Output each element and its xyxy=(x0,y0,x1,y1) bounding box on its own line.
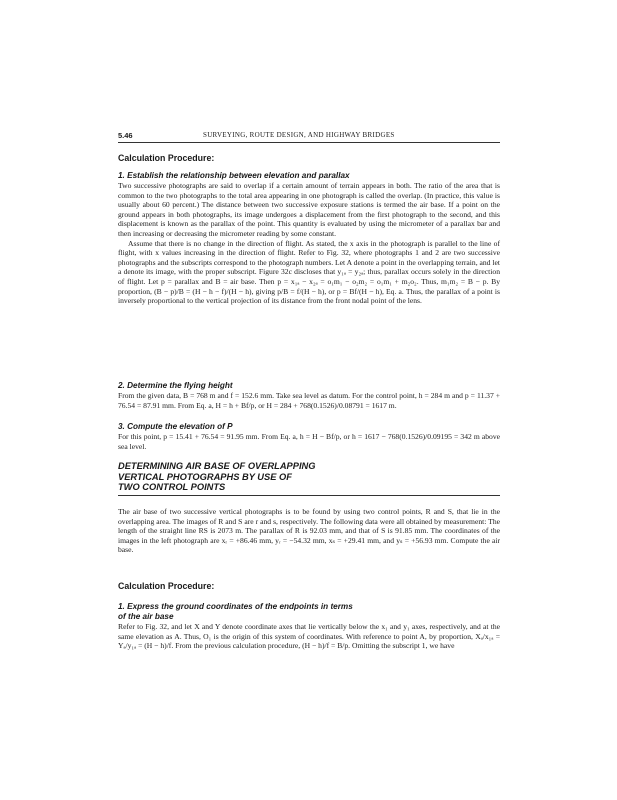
calc-heading-2: Calculation Procedure: xyxy=(118,581,215,591)
page-number: 5.46 xyxy=(118,131,133,140)
header-rule xyxy=(118,142,500,143)
section-title: DETERMINING AIR BASE OF OVERLAPPING VERTICAL PHOTOGRAPHS BY USE OF TWO CONTROL POINTS xyxy=(118,461,316,493)
step-2-title: 2. Determine the flying height xyxy=(118,381,233,390)
step-1b-title-line-1: 1. Express the ground coordinates of the endpoints in terms xyxy=(118,602,353,611)
running-title: SURVEYING, ROUTE DESIGN, AND HIGHWAY BRIDGES xyxy=(203,131,395,139)
step-1-title: 1. Establish the relationship between elevation and parallax xyxy=(118,171,350,180)
step-3-block xyxy=(118,422,500,451)
step-1-block xyxy=(118,171,500,306)
title-rule xyxy=(118,495,500,496)
step-3-para: For this point, p = 15.41 + 76.54 = 91.95 mm. From Eq. a, h = H − Bf/p, or h = 1617 − 768(0.1526)/0.09195 = 342 m above sea level. xyxy=(118,432,500,451)
step-1b-block xyxy=(118,602,500,651)
problem-statement: The air base of two successive vertical photographs is to be found by using two control points, R and S, that lie in the overlapping area. The images of R and S are r and s, respectively. The following data were all obtained by measurement: The length of the straight line RS is 2073 m. The parallax of R is 92.03 mm, and that of S is 91.85 mm. The coordinates of the images in the left photograph are xᵣ = +86.46 mm, yᵣ = −54.32 mm, xₛ = +29.41 mm, and yₛ = +56.93 mm. Compute the air base. xyxy=(118,507,500,555)
step-1-para-1: Two successive photographs are said to overlap if a certain amount of terrain appears in both. The ratio of the area that is common to the two photographs to the total area appearing in one photograph is called the overlap. (In practice, this value is usually about 60 percent.) The distance between two successive exposure stations is termed the air base. If a point on the ground appears in both photographs, its image undergoes a displacement from the first photograph to the second, and this displacement is known as the parallax of the point. This quantity is evaluated by using the micrometer of a parallax bar and then increasing or decreasing the micrometer reading by some constant. xyxy=(118,181,500,238)
step-1-para-2: Assume that there is no change in the direction of flight. As stated, the x axis in the photograph is parallel to the line of flight, with x values increasing in the direction of flight. Refer to Fig. 32, where photographs 1 and 2 are two successive photographs and the subscripts correspond to the photograph numbers. Let A denote a point in the overlapping terrain, and let a denote its image, with the proper subscript. Figure 32c discloses that y₁ₐ = y₂ₐ; thus, parallax occurs solely in the direction of flight. Let p = parallax and B = air base. Then p = x₁ₐ − x₂ₐ = o₁m₁ − o₂m₂ = o₁m₁ + m₂o₂. Thus, m₁m₂ = B − p. By proportion, (B − p)/B = (H − h − f)/(H − h), giving p/B = f/(H − h), or p = Bf/(H − h), Eq. a. Thus, the parallax of a point is inversely proportional to the vertical projection of its distance from the front nodal point of the lens. xyxy=(118,238,500,306)
step-3-title: 3. Compute the elevation of P xyxy=(118,422,233,431)
step-2-para: From the given data, B = 768 m and f = 152.6 mm. Take sea level as datum. For the control point, h = 284 m and p = 11.37 + 76.54 = 87.91 mm. From Eq. a, H = h + Bf/p, or H = 284 + 768(0.1526)/0.08791 = 1617 m. xyxy=(118,391,500,410)
calc-heading-1: Calculation Procedure: xyxy=(118,153,215,163)
step-2-block xyxy=(118,381,500,410)
step-1b-title-line-2: of the air base xyxy=(118,612,174,621)
step-1b-para: Refer to Fig. 32, and let X and Y denote coordinate axes that lie vertically below the x₁ and y₁ axes, respectively, and at the same elevation as A. Thus, O₁ is the origin of this system of coordinates. With reference to point A, by proportion, Xₐ/x₁ₐ = Yₐ/y₁ₐ = (H − h)/f. From the previous calculation procedure, (H − h)/f = B/p. Omitting the subscript 1, we have xyxy=(118,622,500,651)
